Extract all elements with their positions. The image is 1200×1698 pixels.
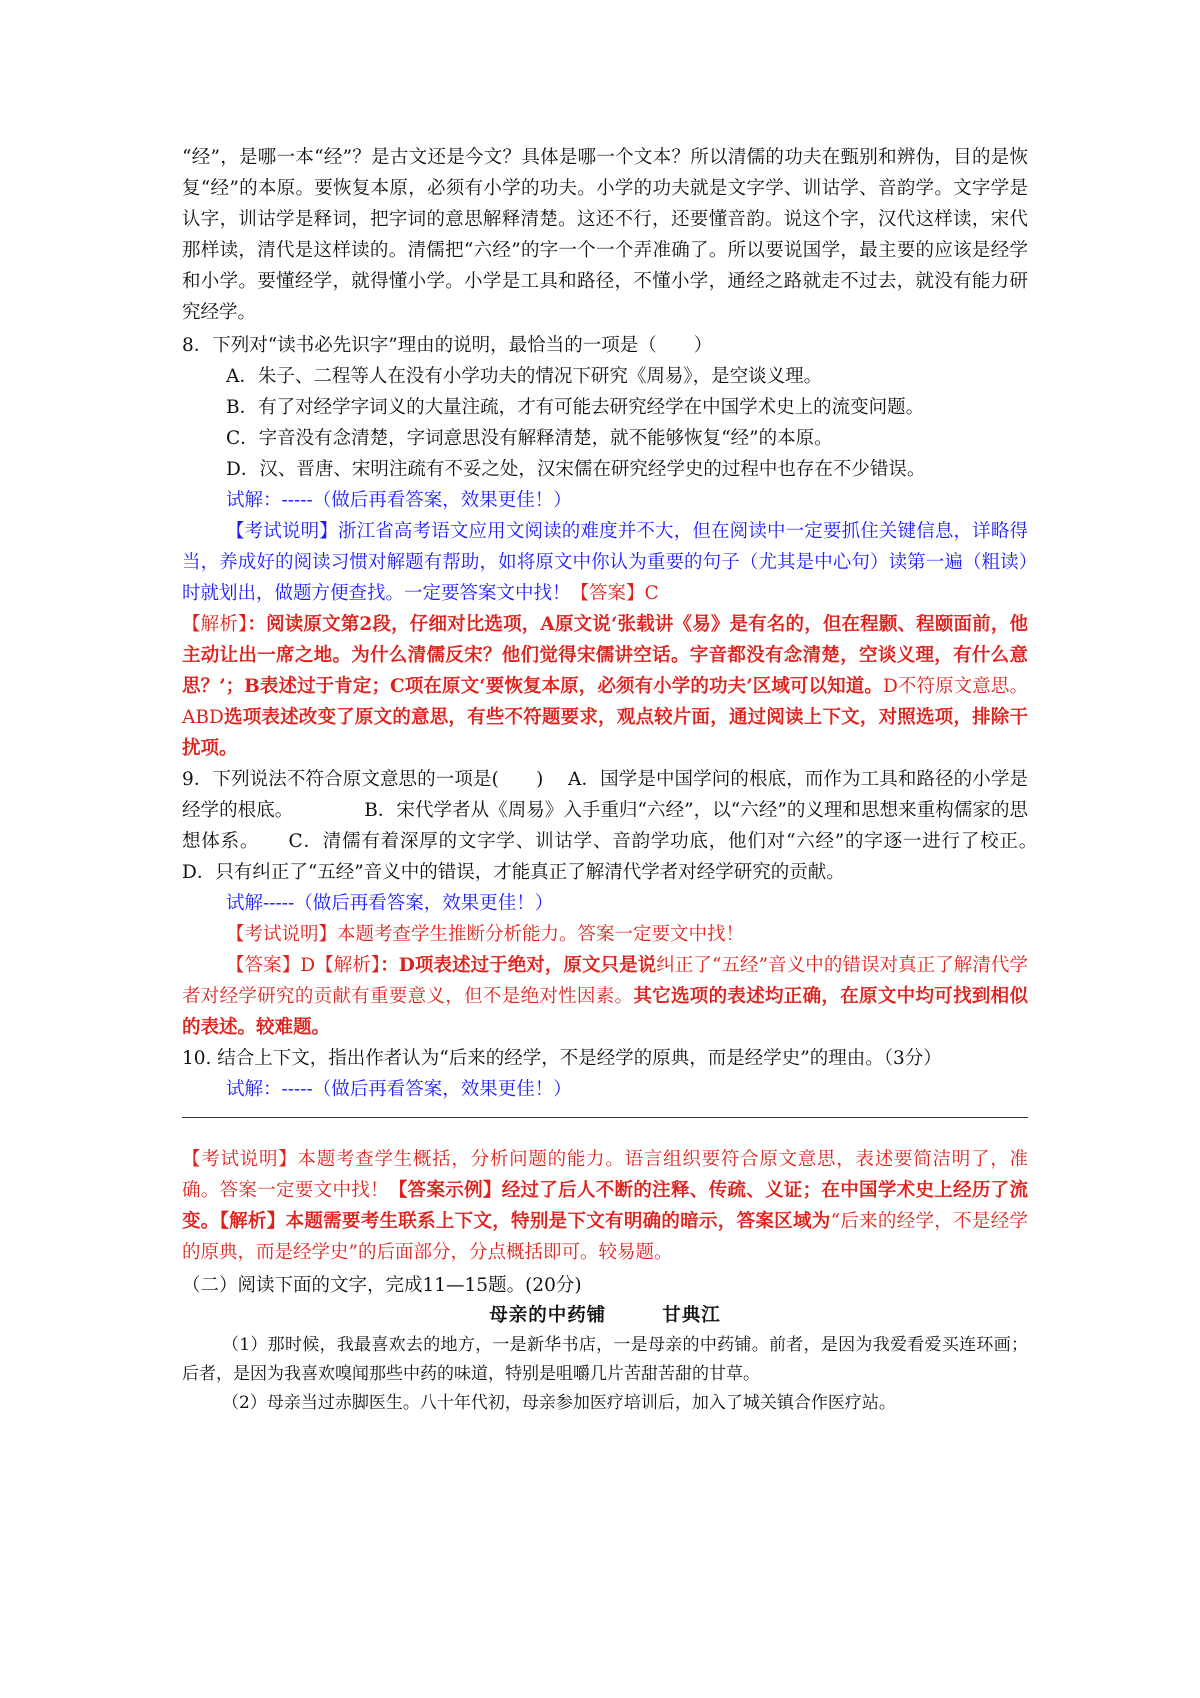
- q9-analysis-text-1: ：D项表述过于绝对，原文只是说: [380, 955, 657, 976]
- q10-hint: 试解：-----（做后再看答案，效果更佳！）: [226, 1079, 572, 1100]
- question-8: [182, 330, 1028, 764]
- q10-answer-example: 【答案示例】经过了后人不断的注释、传疏、义证；在中国学术史上经历了流变。【解析】本题需要考生联系上下文，特别是下文有明确的暗示，答案区域为: [182, 1180, 1028, 1232]
- section2-heading: （二）阅读下面的文字，完成11—15题。(20分): [182, 1275, 582, 1296]
- q10-analysis: [182, 1144, 1028, 1268]
- q9-analysis-text-2: 纠正了“五经”音义中的错误对真正了解清代学者对经学研究的贡献有重要意义，但不是绝对性因素。: [182, 955, 1028, 1007]
- answer-space: [182, 1118, 1028, 1144]
- q8-analysis-text-2: D不符原文意思。ABD: [182, 676, 1028, 728]
- q8-analysis-label: 【解析】: [182, 614, 248, 635]
- q8-analysis: [182, 609, 1028, 764]
- q9-hint: 试解-----（做后再看答案，效果更佳！）: [226, 893, 554, 914]
- q9-analysis-label: 【解析】: [315, 955, 381, 976]
- q9-analysis-text-3: 其它选项的表述均正确，在原文中均可找到相似的表述。较难题。: [182, 986, 1028, 1038]
- q9-exam-note: 【考试说明】本题考查学生推断分析能力。答案一定要文中找！: [226, 924, 745, 945]
- q8-analysis-text-3: 选项表述改变了原文的意思，有些不符题要求，观点较片面，通过阅读上下文，对照选项，排除干扰项。: [182, 707, 1028, 759]
- intro-paragraph: “经”，是哪一本“经”？是古文还是今文？具体是哪一个文本？所以清儒的功夫在甄别和辨伪，目的是恢复“经”的本原。要恢复本原，必须有小学的功夫。小学的功夫就是文字学、训诂学、音韵学。文字学是认字，训诂学是释词，把字词的意思解释清楚。这还不行，还要懂音韵。说这个字，汉代这样读，宋代那样读，清代是这样读的。清儒把“六经”的字一个一个弄准确了。所以要说国学，最主要的应该是经学和小学。要懂经学，就得懂小学。小学是工具和路径，不懂小学，通经之路就走不过去，就没有能力研究经学。: [182, 147, 1028, 323]
- q8-option-d: D．汉、晋唐、宋明注疏有不妥之处，汉宋儒在研究经学史的过程中也存在不少错误。: [226, 459, 926, 480]
- story-paragraph-2: （2）母亲当过赤脚医生。八十年代初，母亲参加医疗培训后，加入了城关镇合作医疗站。: [222, 1393, 896, 1413]
- question-10: [182, 1043, 1028, 1268]
- document-page: [182, 142, 1066, 1418]
- q10-answer-tail: “后来的经学，不是经学的原典，而是经学史”的后面部分，分点概括即可。较易题。: [182, 1211, 1028, 1263]
- story-author: 甘典江: [662, 1305, 721, 1326]
- q8-answer: 【答案】C: [570, 583, 659, 604]
- story-paragraph-1: （1）那时候，我最喜欢去的地方，一是新华书店，一是母亲的中药铺。前者，是因为我爱看爱买连环画；后者，是因为我喜欢嗅闻那些中药的味道，特别是咀嚼几片苦甜苦甜的甘草。: [182, 1335, 1028, 1384]
- q8-analysis-text-1: ：阅读原文第2段，仔细对比选项，A原文说‘张载讲《易》是有名的，但在程颢、程颐面前，他主动让出一席之地。为什么清儒反宋？他们觉得宋儒讲空话。字音都没有念清楚，空谈义理，有什么意思？’；B表述过于肯定；C项在原文‘要恢复本原，必须有小学的功夫’区域可以知道。: [182, 614, 1028, 697]
- q8-hint: 试解：-----（做后再看答案，效果更佳！）: [226, 490, 572, 511]
- q9-stem-and-options: 9．下列说法不符合原文意思的一项是( ) A．国学是中国学问的根底，而作为工具和路径的小学是经学的根底。 B．宋代学者从《周易》入手重归“六经”，以“六经”的义理和思想来重构儒家的思想体系。 C．清儒有着深厚的文字学、训诂学、音韵学功底，他们对“六经”的字逐一进行了校正。 D．只有纠正了“五经”音义中的错误，才能真正了解清代学者对经学研究的贡献。: [182, 769, 1066, 883]
- q8-exam-note-text: 【考试说明】浙江省高考语文应用文阅读的难度并不大，但在阅读中一定要抓住关键信息，详略得当，养成好的阅读习惯对解题有帮助，如将原文中你认为重要的句子（尤其是中心句）读第一遍（粗读）时就划出，做题方便查找。一定要答案文中找！: [182, 521, 1028, 604]
- q8-stem: 8．下列对“读书必先识字”理由的说明，最恰当的一项是（ ）: [182, 335, 713, 356]
- q10-stem: 10. 结合上下文，指出作者认为“后来的经学，不是经学的原典，而是经学史”的理由。（3分）: [182, 1048, 942, 1069]
- q9-analysis: [182, 950, 1028, 1043]
- story-title: 母亲的中药铺: [489, 1305, 607, 1326]
- q8-option-a: A．朱子、二程等人在没有小学功夫的情况下研究《周易》，是空谈义理。: [226, 366, 823, 387]
- q8-exam-note: [182, 516, 1028, 609]
- q8-option-b: B．有了对经学字词义的大量注疏，才有可能去研究经学在中国学术史上的流变问题。: [226, 397, 925, 418]
- q9-answer: 【答案】D: [226, 955, 316, 976]
- reading-section-2: [182, 1270, 1028, 1418]
- question-9: [182, 764, 1066, 1043]
- q10-exam-note: 【考试说明】本题考查学生概括，分析问题的能力。语言组织要符合原文意思，表述要简洁明了，准确。答案一定要文中找！: [182, 1149, 1028, 1201]
- story-title-line: [182, 1301, 1028, 1331]
- q8-option-c: C．字音没有念清楚，字词意思没有解释清楚，就不能够恢复“经”的本原。: [226, 428, 833, 449]
